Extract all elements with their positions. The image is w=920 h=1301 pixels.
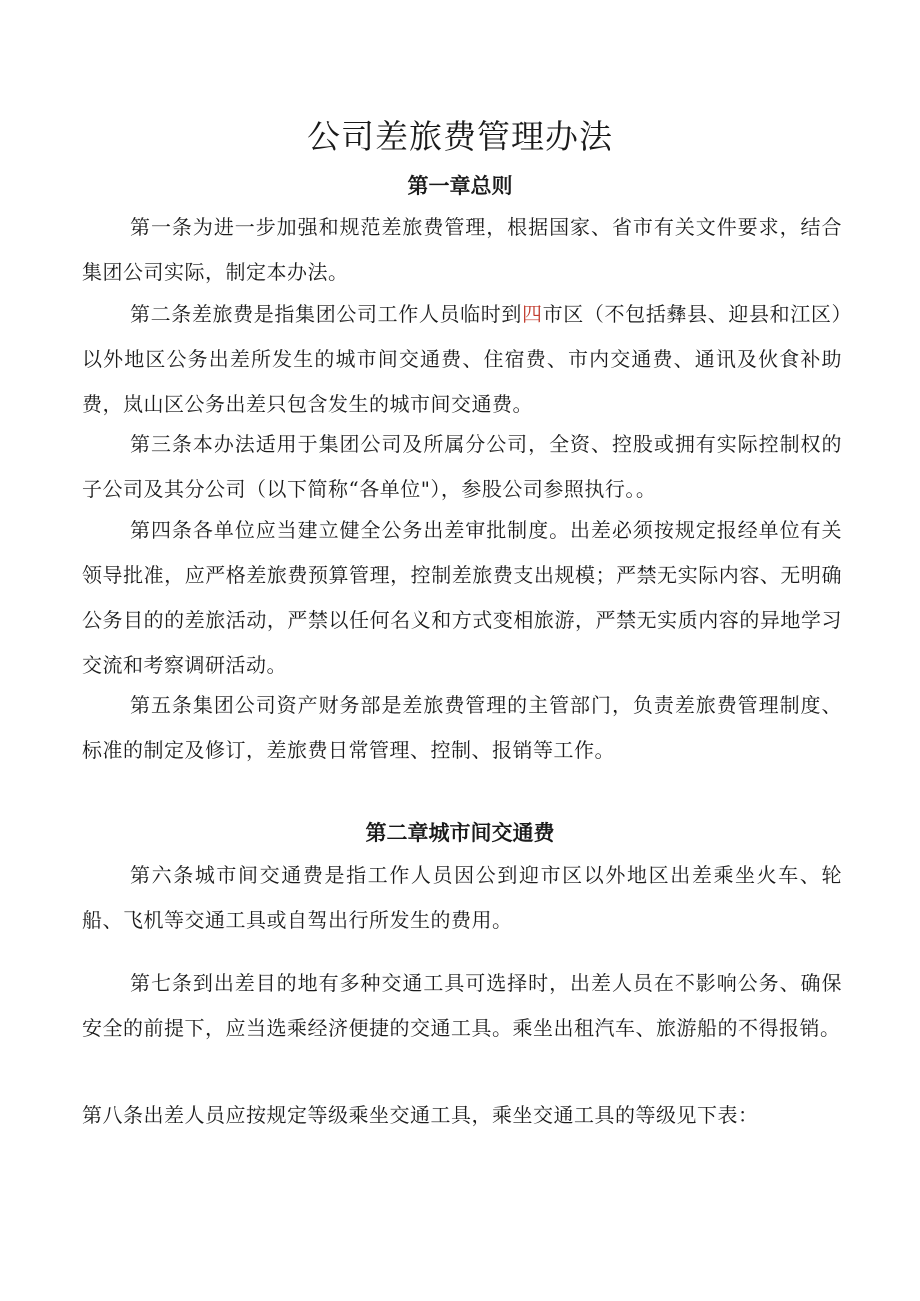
article-6: 第六条城市间交通费是指工作人员因公到迎市区以外地区出差乘坐火车、轮船、飞机等交通工具或自驾出行所发生的费用。: [82, 863, 842, 932]
article-7: 第七条到出差目的地有多种交通工具可选择时，出差人员在不影响公务、确保安全的前提下，应当选乘经济便捷的交通工具。乘坐出租汽车、旅游船的不得报销。: [82, 971, 842, 1040]
chapter-1-heading: 第一章总则: [407, 174, 513, 198]
article-1: 第一条为进一步加强和规范差旅费管理，根据国家、省市有关文件要求，结合集团公司实际，制定本办法。: [82, 215, 842, 284]
document-title: 公司差旅费管理办法: [307, 117, 613, 156]
article-8: 第八条出差人员应按规定等级乘坐交通工具，乘坐交通工具的等级见下表：: [82, 1103, 759, 1127]
article-2-marked-char: 四: [522, 302, 543, 326]
article-4: 第四条各单位应当建立健全公务出差审批制度。出差必须按规定报经单位有关领导批准，应严格差旅费预算管理，控制差旅费支出规模；严禁无实际内容、无明确公务目的的差旅活动，严禁以任何名义和方式变相旅游，严禁无实质内容的异地学习交流和考察调研活动。: [82, 518, 842, 677]
article-2-text-start: 第二条差旅费是指集团公司工作人员临时到: [130, 302, 523, 326]
article-2-text-end: 市区（不包括彝县、迎县和江区）以外地区公务出差所发生的城市间交通费、住宿费、市内交通费、通讯及伙食补助费，岚山区公务出差只包含发生的城市间交通费。: [82, 302, 843, 416]
chapter-2-heading: 第二章城市间交通费: [365, 821, 555, 845]
article-3: 第三条本办法适用于集团公司及所属分公司，全资、控股或拥有实际控制权的子公司及其分公司（以下简称“各单位"），参股公司参照执行。。: [82, 432, 842, 501]
article-2: [82, 292, 842, 427]
article-5: 第五条集团公司资产财务部是差旅费管理的主管部门，负责差旅费管理制度、标准的制定及修订，差旅费日常管理、控制、报销等工作。: [82, 693, 842, 762]
